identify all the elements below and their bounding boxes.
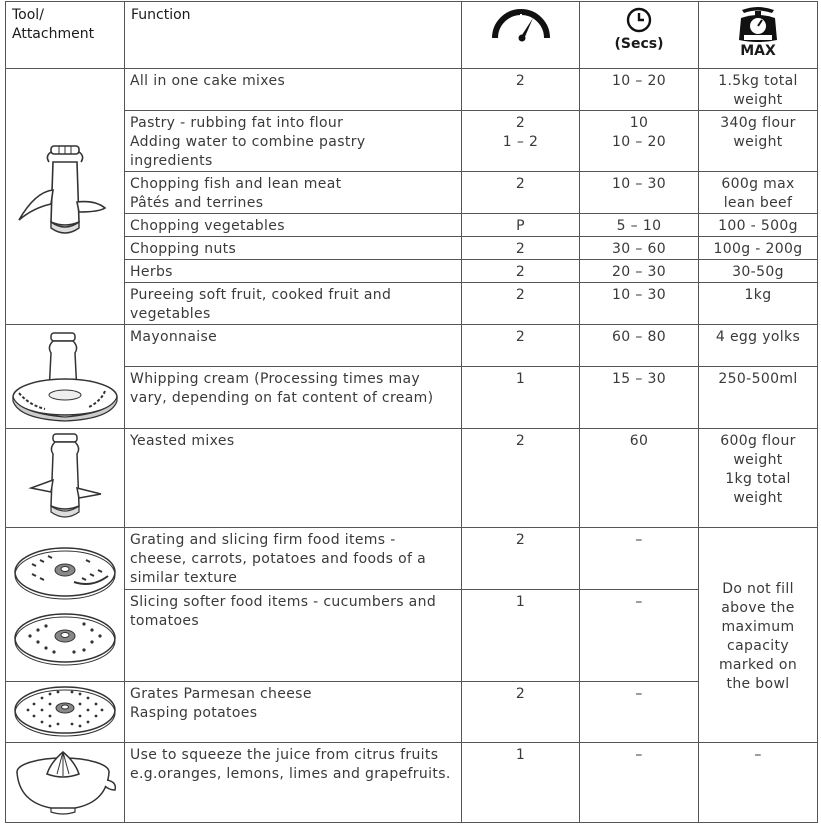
max-cell: 600g flour weight 1kg total weight [699, 429, 818, 528]
speed-cell: 2 [462, 528, 580, 590]
time-cell: 20 – 30 [580, 260, 699, 283]
table-row [6, 429, 818, 528]
speed-cell: 2 [462, 69, 580, 111]
max-cell-discs: Do not fill above the maximum capacity marked on the bowl [699, 528, 818, 743]
speed-cell: 1 [462, 367, 580, 429]
table-row [6, 682, 818, 743]
tool-cell-blade [6, 69, 125, 325]
processing-guide-table [5, 1, 818, 823]
max-cell: 1kg [699, 283, 818, 325]
max-cell: 30-50g [699, 260, 818, 283]
max-cell: 100g - 200g [699, 237, 818, 260]
max-cell: – [699, 743, 818, 823]
function-cell: Grates Parmesan cheese Rasping potatoes [125, 682, 462, 743]
time-cell: – [580, 743, 699, 823]
time-cell: – [580, 528, 699, 590]
header-row [6, 2, 818, 69]
function-cell: Chopping fish and lean meat Pâtés and terrines [125, 172, 462, 214]
max-cell: 340g flour weight [699, 111, 818, 172]
max-cell: 1.5kg total weight [699, 69, 818, 111]
time-cell: 60 – 80 [580, 325, 699, 367]
speed-cell: 2 [462, 260, 580, 283]
speed-column-header [462, 2, 580, 69]
time-cell: – [580, 590, 699, 682]
clock-icon [625, 6, 653, 34]
table-row [6, 743, 818, 823]
table-row [6, 69, 818, 111]
table-row [6, 237, 818, 260]
max-cell: 250-500ml [699, 367, 818, 429]
max-column-header [699, 2, 818, 69]
speed-cell: 2 [462, 682, 580, 743]
function-cell: Whipping cream (Processing times may vary, depending on fat content of cream) [125, 367, 462, 429]
time-cell: – [580, 682, 699, 743]
parmesan-grater-disc-icon [12, 684, 118, 740]
speed-cell: 2 [462, 429, 580, 528]
function-cell: Yeasted mixes [125, 429, 462, 528]
function-cell: Chopping nuts [125, 237, 462, 260]
function-cell: Grating and slicing firm food items - cheese, carrots, potatoes and foods of a similar texture [125, 528, 462, 590]
tool-column-header [6, 2, 125, 69]
dough-tool-icon [23, 432, 107, 524]
max-label: MAX [740, 43, 776, 59]
table-row [6, 590, 818, 682]
max-cell: 4 egg yolks [699, 325, 818, 367]
chopping-blade-icon [15, 142, 115, 252]
secs-label: (Secs) [614, 36, 664, 52]
kitchen-scale-icon [736, 4, 780, 44]
table-row [6, 172, 818, 214]
table-row [6, 325, 818, 367]
function-cell: Chopping vegetables [125, 214, 462, 237]
table-row [6, 283, 818, 325]
slicing-disc-fine-icon [12, 608, 118, 668]
time-cell: 15 – 30 [580, 367, 699, 429]
time-cell: 30 – 60 [580, 237, 699, 260]
slicing-disc-coarse-icon [12, 542, 118, 602]
citrus-juicer-icon [11, 750, 119, 816]
time-cell: 60 [580, 429, 699, 528]
tool-cell-whisk [6, 325, 125, 429]
table-row [6, 260, 818, 283]
time-cell: 5 – 10 [580, 214, 699, 237]
time-cell: 10 – 30 [580, 283, 699, 325]
speedometer-icon [489, 2, 553, 42]
whisk-disc-icon [9, 331, 121, 423]
function-cell: Herbs [125, 260, 462, 283]
max-cell: 600g max lean beef [699, 172, 818, 214]
table-row [6, 214, 818, 237]
table-row [6, 111, 818, 172]
function-cell: Pastry - rubbing fat into flour Adding water to combine pastry ingredients [125, 111, 462, 172]
speed-cell: 2 [462, 172, 580, 214]
time-cell: 10 – 30 [580, 172, 699, 214]
tool-header-label: Tool/ Attachment [12, 7, 95, 42]
speed-cell: P [462, 214, 580, 237]
speed-cell: 1 [462, 590, 580, 682]
speed-cell: 1 [462, 743, 580, 823]
tool-cell-slicing-discs [6, 528, 125, 682]
function-cell: Slicing softer food items - cucumbers and tomatoes [125, 590, 462, 682]
time-column-header [580, 2, 699, 69]
function-cell: Mayonnaise [125, 325, 462, 367]
function-cell: All in one cake mixes [125, 69, 462, 111]
function-column-header [125, 2, 462, 69]
table-row [6, 367, 818, 429]
speed-cell: 2 [462, 325, 580, 367]
table-row [6, 528, 818, 590]
time-cell: 10 – 20 [580, 69, 699, 111]
speed-cell: 2 [462, 283, 580, 325]
max-cell: 100 - 500g [699, 214, 818, 237]
speed-cell: 2 [462, 237, 580, 260]
speed-cell: 2 1 – 2 [462, 111, 580, 172]
time-cell: 10 10 – 20 [580, 111, 699, 172]
tool-cell-grater [6, 682, 125, 743]
function-cell: Use to squeeze the juice from citrus fruits e.g.oranges, lemons, limes and grapefruits. [125, 743, 462, 823]
function-header-label: Function [131, 7, 191, 23]
function-cell: Pureeing soft fruit, cooked fruit and vegetables [125, 283, 462, 325]
tool-cell-juicer [6, 743, 125, 823]
tool-cell-dough [6, 429, 125, 528]
